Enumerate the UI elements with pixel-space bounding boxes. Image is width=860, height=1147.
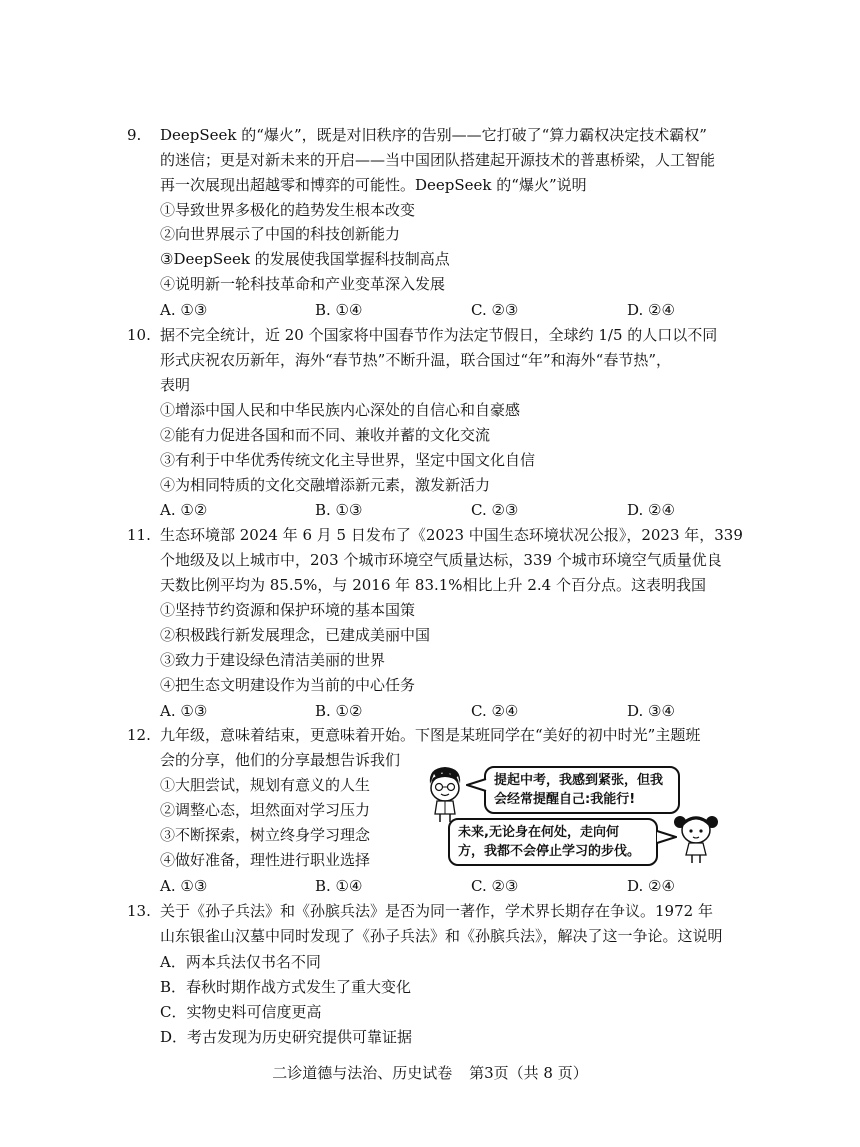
- bubble-text: 提起中考，我感到紧张，但我: [494, 773, 664, 788]
- option-c[interactable]: C. ②④: [471, 702, 519, 720]
- question-text: 九年级，意味着结束，更意味着开始。下图是某班同学在“美好的初中时光”主题班: [160, 726, 701, 744]
- choice-a[interactable]: A．两本兵法仅书名不同: [160, 953, 321, 971]
- page-number: 第3页（共 8 页）: [469, 1064, 588, 1082]
- answer-options: [160, 299, 720, 321]
- statement-item: ②积极践行新发展理念，已建成美丽中国: [160, 626, 431, 644]
- statement-item: ③DeepSeek 的发展使我国掌握科技制高点: [160, 250, 450, 268]
- statement-item: ②向世界展示了中国的科技创新能力: [160, 225, 401, 243]
- question-number: 12.: [127, 726, 151, 744]
- option-b[interactable]: B. ①④: [315, 301, 363, 319]
- statement-item: ④做好准备，理性进行职业选择: [160, 851, 371, 869]
- page-footer: [0, 1062, 860, 1084]
- question-number: 10.: [127, 326, 151, 344]
- answer-options: [160, 499, 720, 521]
- option-d[interactable]: D. ②④: [627, 301, 675, 319]
- statement-item: ①导致世界多极化的趋势发生根本改变: [160, 201, 416, 219]
- statement-item: ③有利于中华优秀传统文化主导世界，坚定中国文化自信: [160, 451, 536, 469]
- option-b[interactable]: B. ①③: [315, 501, 363, 519]
- option-c[interactable]: C. ②③: [471, 877, 519, 895]
- option-a[interactable]: A. ①③: [160, 877, 208, 895]
- answer-options: [160, 700, 720, 722]
- question-text: 关于《孙子兵法》和《孙膑兵法》是否为同一著作，学术界长期存在争议。1972 年: [160, 902, 713, 920]
- option-c[interactable]: C. ②③: [471, 501, 519, 519]
- question-text: 的迷信；更是对新未来的开启——当中国团队搭建起开源技术的普惠桥梁，人工智能: [160, 151, 716, 169]
- bubble-tail-icon: [466, 778, 488, 792]
- question-text: 再一次展现出超越零和博弈的可能性。DeepSeek 的“爆火”说明: [160, 176, 587, 194]
- bubble-text: 会经常提醒自己:我能行!: [494, 792, 636, 807]
- option-c[interactable]: C. ②③: [471, 301, 519, 319]
- cartoon-boy-illustration: [422, 764, 468, 824]
- question-number: 9.: [127, 126, 142, 144]
- statement-item: ④把生态文明建设作为当前的中心任务: [160, 676, 416, 694]
- question-text: 个地级及以上城市中，203 个城市环境空气质量达标，339 个城市环境空气质量优良: [160, 551, 722, 569]
- statement-item: ①大胆尝试，规划有意义的人生: [160, 776, 371, 794]
- question-text: 山东银雀山汉墓中同时发现了《孙子兵法》和《孙膑兵法》，解决了这一争论。这说明: [160, 927, 723, 945]
- choice-d[interactable]: D．考古发现为历史研究提供可靠证据: [160, 1028, 413, 1046]
- statement-item: ③不断探索，树立终身学习理念: [160, 826, 371, 844]
- question-text: 会的分享，他们的分享最想告诉我们: [160, 751, 401, 769]
- choice-c[interactable]: C．实物史料可信度更高: [160, 1003, 322, 1021]
- question-text: 据不完全统计，近 20 个国家将中国春节作为法定节假日，全球约 1/5 的人口以不同: [160, 326, 718, 344]
- question-text: 表明: [160, 376, 191, 394]
- answer-options: [160, 875, 720, 897]
- question-text: 生态环境部 2024 年 6 月 5 日发布了《2023 中国生态环境状况公报》，2023 年，339: [160, 526, 743, 544]
- statement-item: ①增添中国人民和中华民族内心深处的自信心和自豪感: [160, 401, 521, 419]
- choice-b[interactable]: B．春秋时期作战方式发生了重大变化: [160, 978, 412, 996]
- statement-item: ①坚持节约资源和保护环境的基本国策: [160, 601, 416, 619]
- question-text: 形式庆祝农历新年，海外“春节热”不断升温，联合国过“年”和海外“春节热”，: [160, 351, 672, 369]
- bubble-text: 方，我都不会停止学习的步伐。: [458, 844, 641, 859]
- question-number: 11.: [127, 526, 151, 544]
- option-d[interactable]: D. ③④: [627, 702, 675, 720]
- statement-item: ③致力于建设绿色清洁美丽的世界: [160, 651, 386, 669]
- option-d[interactable]: D. ②④: [627, 877, 675, 895]
- option-a[interactable]: A. ①③: [160, 702, 208, 720]
- option-b[interactable]: B. ①④: [315, 877, 363, 895]
- speech-bubble-boy: [484, 766, 680, 814]
- statement-item: ②能有力促进各国和而不同、兼收并蓄的文化交流: [160, 426, 491, 444]
- question-text: DeepSeek 的“爆火”，既是对旧秩序的告别——它打破了“算力霸权决定技术霸权”: [160, 126, 707, 144]
- option-d[interactable]: D. ②④: [627, 501, 675, 519]
- question-text: 天数比例平均为 85.5%，与 2016 年 83.1%相比上升 2.4 个百分点。这表明我国: [160, 576, 706, 594]
- exam-title: 二诊道德与法治、历史试卷: [272, 1064, 453, 1082]
- bubble-text: 未来,无论身在何处，走向何: [458, 825, 619, 840]
- statement-item: ②调整心态，坦然面对学习压力: [160, 801, 371, 819]
- statement-item: ④说明新一轮科技革命和产业变革深入发展: [160, 275, 446, 293]
- option-a[interactable]: A. ①③: [160, 301, 208, 319]
- cartoon-girl-illustration: [672, 810, 720, 866]
- option-b[interactable]: B. ①②: [315, 702, 363, 720]
- statement-item: ④为相同特质的文化交融增添新元素，激发新活力: [160, 476, 491, 494]
- speech-bubble-girl: [448, 818, 658, 866]
- question-number: 13.: [127, 902, 151, 920]
- option-a[interactable]: A. ①②: [160, 501, 208, 519]
